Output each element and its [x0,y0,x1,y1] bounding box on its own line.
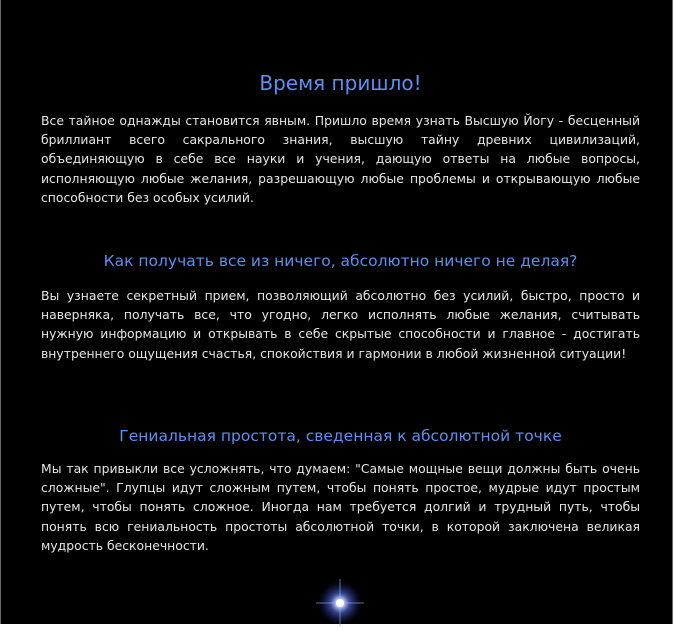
section-title-time-has-come: Время пришло! [259,71,422,95]
section-text-genius-simplicity: Мы так привыкли все усложнять, что думаем: "Самые мощные вещи должны быть очень сложные". Глупцы идут сложным путем, чтобы понять простое, мудрые идут простым путем, чтобы понять сложное. Иногда нам требуется долгий и трудный путь, чтобы понять всю гениальность простоты абсолютной точки, в которой заключена великая мудрость бесконечности. [41,461,640,553]
section-title-get-everything: Как получать все из ничего, абсолютно ничего не делая? [103,252,578,270]
section-text-time-has-come: Все тайное однажды становится явным. Пришло время узнать Высшую Йогу - бесценный бриллиант всего сакрального знания, высшую тайну древних цивилизаций, объединяющую в себе все науки и учения, дающую ответы на любые вопросы, исполняющую любые желания, разрешающую любые проблемы и открывающую любые способности без особых усилий. [41,113,640,205]
glowing-star-icon [310,575,370,631]
section-text-get-everything: Вы узнаете секретный прием, позволяющий абсолютно без усилий, быстро, просто и наверняка, получать все, что угодно, легко исполнять любые желания, считывать нужную информацию и открывать в себе скрытые способности и главное - достигать внутреннего ощущения счастья, спокойствия и гармонии в любой жизненной ситуации! [41,288,640,361]
section-title-genius-simplicity: Гениальная простота, сведенная к абсолютной точке [119,427,562,445]
